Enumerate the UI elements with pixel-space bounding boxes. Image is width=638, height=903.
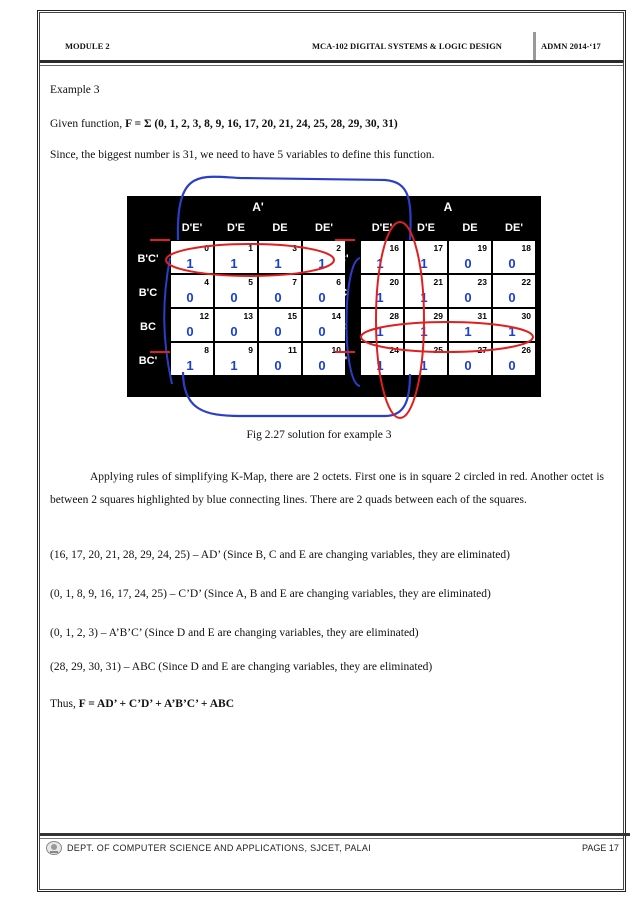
right-cell-index: 29 [433,311,443,321]
left-col-header: DE' [315,222,333,234]
left-row-header: BC' [138,355,158,367]
left-cell-value: 0 [318,324,326,339]
left-cell-index: 15 [287,311,297,321]
left-row-header: B'C [138,287,158,299]
right-cell-index: 22 [521,277,531,287]
left-cell-index: 14 [331,311,341,321]
left-cell-value: 0 [186,324,194,339]
left-cell-index: 6 [336,277,341,287]
left-cell-value: 0 [318,290,326,305]
right-cell-index: 17 [433,243,443,253]
right-cell-index: 16 [389,243,399,253]
right-cell-value: 1 [376,290,384,305]
right-cell-value: 0 [464,256,472,271]
right-cell-index: 21 [433,277,443,287]
right-col-header: DE' [505,222,523,234]
left-cell-index: 11 [288,345,297,355]
footer-rule [40,833,630,836]
header-course: MCA-102 DIGITAL SYSTEMS & LOGIC DESIGN [312,41,502,51]
left-cell-value: 1 [318,256,326,271]
right-cell-value: 0 [508,358,516,373]
left-cell-value: 1 [186,256,194,271]
right-cell-index: 18 [521,243,531,253]
thus-prefix: Thus, [50,698,79,710]
left-cell-index: 13 [243,311,253,321]
right-col-header: D'E [417,222,435,234]
left-cell-index: 12 [199,311,209,321]
right-cell-value: 0 [464,290,472,305]
group-line-1: (16, 17, 20, 21, 28, 29, 24, 25) – AD’ (Since B, C and E are changing variables, they are eliminated) [50,549,510,561]
applying-text: Applying rules of simplifying K-Map, there are 2 octets. First one is in square 2 circled in red. Another octet is between 2 squares highlighted by blue connecting lines. There are 2 quads between each of the squares. [50,471,604,506]
right-cell-index: 30 [521,311,531,321]
right-cell-value: 1 [420,324,428,339]
example-title: Example 3 [50,84,100,96]
left-cell-value: 0 [274,358,282,373]
left-col-header: DE [272,222,288,234]
right-cell-value: 1 [420,256,428,271]
left-cell-value: 0 [230,290,238,305]
right-cell-value: 1 [420,290,428,305]
thus-line [50,697,234,711]
given-prefix: Given function, [50,118,126,130]
right-row-header: BC' [328,355,348,367]
right-cell-index: 25 [433,345,443,355]
group-line-3: (0, 1, 2, 3) – A’B’C’ (Since D and E are changing variables, they are eliminated) [50,627,419,639]
applying-paragraph [50,466,604,512]
left-cell-value: 0 [274,324,282,339]
given-function: F = Σ (0, 1, 2, 3, 8, 9, 16, 17, 20, 21, 24, 25, 28, 29, 30, 31) [125,118,398,130]
group-line-2: (0, 1, 8, 9, 16, 17, 24, 25) – C’D’ (Since A, B and E are changing variables, they are eliminated) [50,588,491,600]
left-cell-value: 1 [274,256,282,271]
right-cell-index: 26 [521,345,531,355]
right-map-variable: A [443,200,453,214]
header-admn: ADMN 2014-‘17 [541,41,601,51]
header-module: MODULE 2 [65,41,110,51]
footer-rule-thin [40,838,623,839]
left-cell-index: 3 [292,243,297,253]
right-cell-value: 0 [508,290,516,305]
left-cell-value: 1 [186,358,194,373]
left-cell-index: 5 [248,277,253,287]
left-cell-value: 0 [274,290,282,305]
left-cell-value: 1 [230,256,238,271]
college-logo-icon [45,840,63,856]
left-cell-value: 0 [186,290,194,305]
left-col-header: D'E' [181,222,203,234]
left-cell-value: 0 [318,358,326,373]
right-cell-index: 19 [477,243,487,253]
right-row-header: BC [330,321,346,333]
right-cell-value: 1 [464,324,472,339]
right-cell-value: 0 [508,256,516,271]
right-col-header: D'E' [371,222,393,234]
right-row-header: B'C' [327,253,349,265]
figure-caption: Fig 2.27 solution for example 3 [246,429,392,441]
right-row-header: B'C [328,287,348,299]
left-cell-index: 2 [336,243,341,253]
right-cell-value: 1 [508,324,516,339]
left-col-header: D'E [227,222,245,234]
left-cell-index: 1 [248,243,253,253]
right-cell-index: 24 [389,345,399,355]
left-cell-value: 0 [230,324,238,339]
right-cell-value: 1 [376,256,384,271]
left-cell-index: 8 [204,345,209,355]
footer-department: DEPT. OF COMPUTER SCIENCE AND APPLICATIONS, SJCET, PALAI [67,843,372,853]
left-row-header: BC [140,321,156,333]
left-cell-index: 7 [292,277,297,287]
footer-page-number: PAGE 17 [582,843,619,853]
left-cell-index: 9 [248,345,253,355]
right-cell-value: 1 [376,358,384,373]
right-cell-index: 23 [477,277,487,287]
left-cell-index: 4 [204,277,209,287]
group-line-4: (28, 29, 30, 31) – ABC (Since D and E are changing variables, they are eliminated) [50,661,433,673]
right-col-header: DE [462,222,478,234]
right-cell-value: 1 [420,358,428,373]
left-row-header: B'C' [137,253,159,265]
right-cell-index: 27 [477,345,487,355]
right-cell-value: 0 [464,358,472,373]
left-cell-value: 1 [230,358,238,373]
right-cell-index: 31 [477,311,487,321]
right-cell-value: 1 [376,324,384,339]
right-cell-index: 20 [389,277,399,287]
left-map-variable: A' [252,200,264,214]
left-cell-index: 0 [204,243,209,253]
thus-result: F = AD’ + C’D’ + A’B’C’ + ABC [78,698,234,710]
left-cell-index: 10 [331,345,341,355]
since-text: Since, the biggest number is 31, we need to have 5 variables to define this function. [50,149,435,161]
right-cell-index: 28 [389,311,399,321]
